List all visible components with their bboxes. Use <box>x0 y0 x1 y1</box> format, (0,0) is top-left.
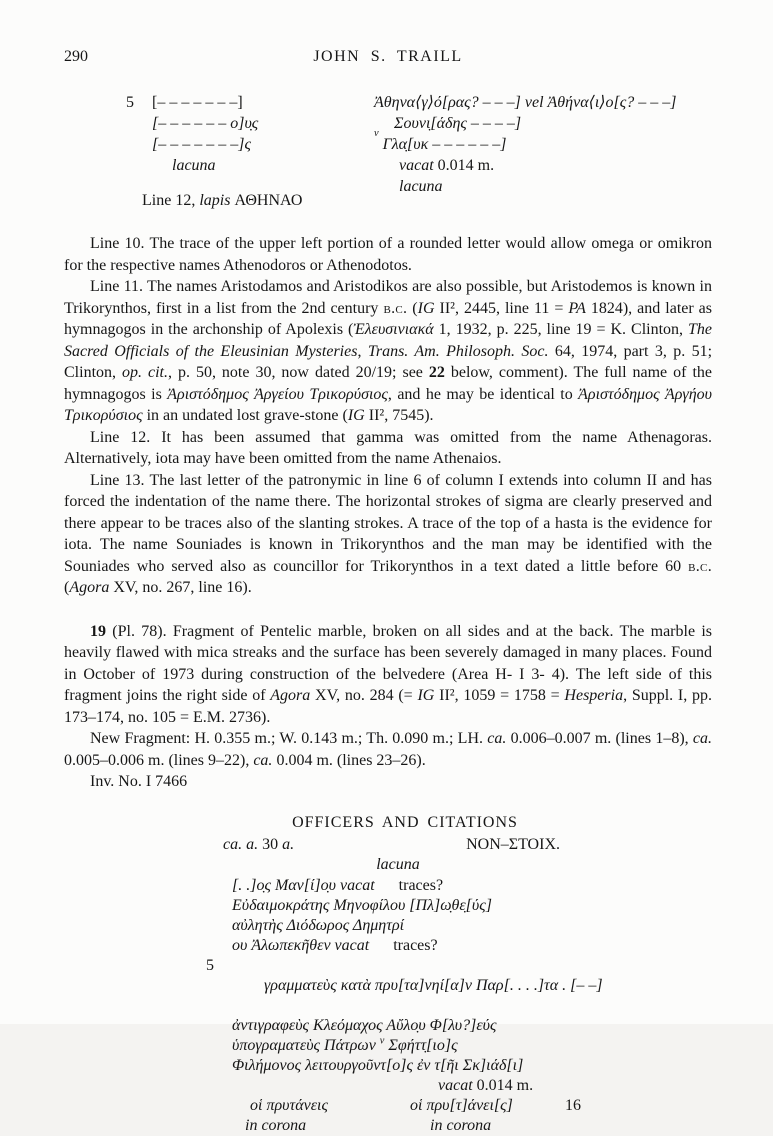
inscription-line: Φιλήμονος λειτουργοῦντ[ο]ς ἐν τ[ῆι Σκ]ιάδ[ι] <box>232 1056 524 1074</box>
entry-19-inventory-number: Inv. No. I 7466 <box>90 773 188 790</box>
inscription-line-text: [– – – – – – ο]υ̣ς <box>152 115 259 132</box>
inscription-line: ου Ἀλωπεκῆθεν vacat traces? <box>232 936 438 954</box>
inscription-line <box>126 134 374 155</box>
lacuna-label: lacuna <box>376 855 420 873</box>
line-count-16: 16 <box>565 1096 581 1114</box>
inscription-18-column-1 <box>126 92 374 211</box>
inscription-line: Ἀθηνα⟨γ⟩ό[ρας? – – –] vel Ἀθήνα⟨ι⟩ο[ς? – – –] <box>374 94 677 111</box>
inscription-line <box>126 113 374 134</box>
inscription-line: Σουνι̣[άδης – – – –] <box>394 115 522 132</box>
inscription-18-column-2 <box>374 92 712 211</box>
inscription-line-text: [– – – – – – –]ς <box>152 136 251 153</box>
inscription-19-lines <box>206 876 712 1136</box>
in-corona-right: in corona <box>430 1116 492 1134</box>
lacuna-label: lacuna <box>399 178 443 195</box>
page-number: 290 <box>64 48 88 65</box>
in-corona-row <box>232 1116 712 1136</box>
lacuna-label: lacuna <box>172 157 216 174</box>
inscription-line: ἀντιγραφεὺς Κλεόμαχος Αὔλο̣υ Φ[λυ?]εύς <box>232 1016 497 1034</box>
inscription-19-text <box>64 813 712 1136</box>
prytaneis-right: οἱ πρυ[τ]άνει[ς] <box>410 1096 513 1114</box>
inscription-line <box>126 92 374 113</box>
commentary-paragraph-line-13: Line 13. The last letter of the patronymic in line 6 of column I extends into column II and has forced the indentation of the name there. The horizontal strokes of sigma are clearly preserved and there appear to be traces also of the slanting strokes. A trace of the top of a hasta is the evidence for iota. The name Souniades is known in Trikorynthos and the man may be identified with the Souniades who served also as councillor for Trikorynthos in a text dated a little before 60 b.c. (Agora XV, no. 267, line 16). <box>64 471 712 596</box>
commentary-paragraph-line-10: Line 10. The trace of the upper left portion of a rounded letter would allow omega or omikron for the respective names Athenodoros or Athenodotos. <box>64 235 712 274</box>
date-stoich-row <box>64 835 712 855</box>
inscription-line: [. .]ο̣ς Μαν[ί]ο̣υ vacat traces? <box>232 876 444 894</box>
officers-citations-heading: OFFICERS AND CITATIONS <box>292 813 518 831</box>
page-header <box>64 48 712 70</box>
inscription-line <box>206 956 712 1016</box>
in-corona-left: in corona <box>245 1116 307 1134</box>
inscription-line-text: [– – – – – – –] <box>152 94 243 111</box>
inscription-line: v Γλα̣[υκ – – – – – –] <box>374 128 507 153</box>
page-title: JOHN S. TRAILL <box>313 48 463 65</box>
date-label: ca. a. 30 a. <box>223 835 295 853</box>
entry-19-measurements: New Fragment: H. 0.355 m.; W. 0.143 m.; Th. 0.090 m.; LH. ca. 0.006–0.007 m. (lines 1–8), ca. 0.005–0.006 m. (lines 9–22), ca. 0.004 m. (lines 23–26). <box>64 730 712 769</box>
commentary-paragraph-line-11: Line 11. The names Aristodamos and Aristodikos are also possible, but Aristodemos is known in Trikorynthos, first in a list from the 2nd century b.c. (IG II², 2445, line 11 = PA 1824), and later as hymnagogos in the archonship of Apolexis (Ἐλευσινιακά 1, 1932, p. 225, line 19 = K. Clinton, The Sacred Officials of the Eleusinian Mysteries, Trans. Am. Philosoph. Soc. 64, 1974, part 3, p. 51; Clinton, op. cit., p. 50, note 30, now dated 20/19; see 22 below, comment). The full name of the hymnagogos is Ἀριστόδημος Ἀργείου Τρικορύσιος, and he may be identical to Ἀριστόδημος Ἀργήου Τρικορύσιος in an undated lost grave-stone (IG II², 7545). <box>64 278 713 424</box>
vacat-measure: vacat 0.014 m. <box>399 157 495 174</box>
line-number-5: 5 <box>126 94 134 111</box>
vacat-measure: vacat 0.014 m. <box>438 1076 534 1094</box>
commentary-section <box>64 233 712 599</box>
inscription-line: Εὐδαιμοκράτης Μηνοφίλου [Πλ]ω̣θε̣[ύς] <box>232 896 492 914</box>
line-number-5: 5 <box>206 956 214 974</box>
inscription-line: αὐλητὴς Διόδωρος Δημητρί <box>232 916 405 934</box>
prytaneis-row <box>232 1096 712 1116</box>
prytaneis-left: οἱ πρυτάνεις <box>250 1096 328 1114</box>
entry-19-description: 19 (Pl. 78). Fragment of Pentelic marble, broken on all sides and at the back. The marble is heavily flawed with mica streaks and the surface has been severely damaged in many places. Found in October of 1973 during construction of the belvedere (Area H- I 3- 4). The left side of this fragment joins the right side of Agora XV, no. 284 (= IG II², 1059 = 1758 = Hesperia, Suppl. I, pp. 173–174, no. 105 = E.M. 2736). <box>64 622 713 726</box>
stoich-label: ΝΟΝ–ΣΤΟΙΧ. <box>466 835 560 853</box>
commentary-paragraph-line-12: Line 12. It has been assumed that gamma was omitted from the name Athenagoras. Alternatively, iota may have been omitted from the name Athenaios. <box>64 428 712 467</box>
inscription-line-text: γραμματεὺς κατὰ πρυ[τα]νηί[α]ν Παρ[. . . .]τα . [– –] <box>264 976 603 994</box>
line-12-note: Line 12, lapis ΑΘΗΝΑΟ <box>142 192 303 209</box>
entry-19-section <box>64 621 712 793</box>
inscription-18-fragment <box>126 92 712 211</box>
inscription-line: ὑπογραματεὺς Πάτρων $^v$ Σφήττ̣[ιο]ς <box>232 1035 458 1054</box>
